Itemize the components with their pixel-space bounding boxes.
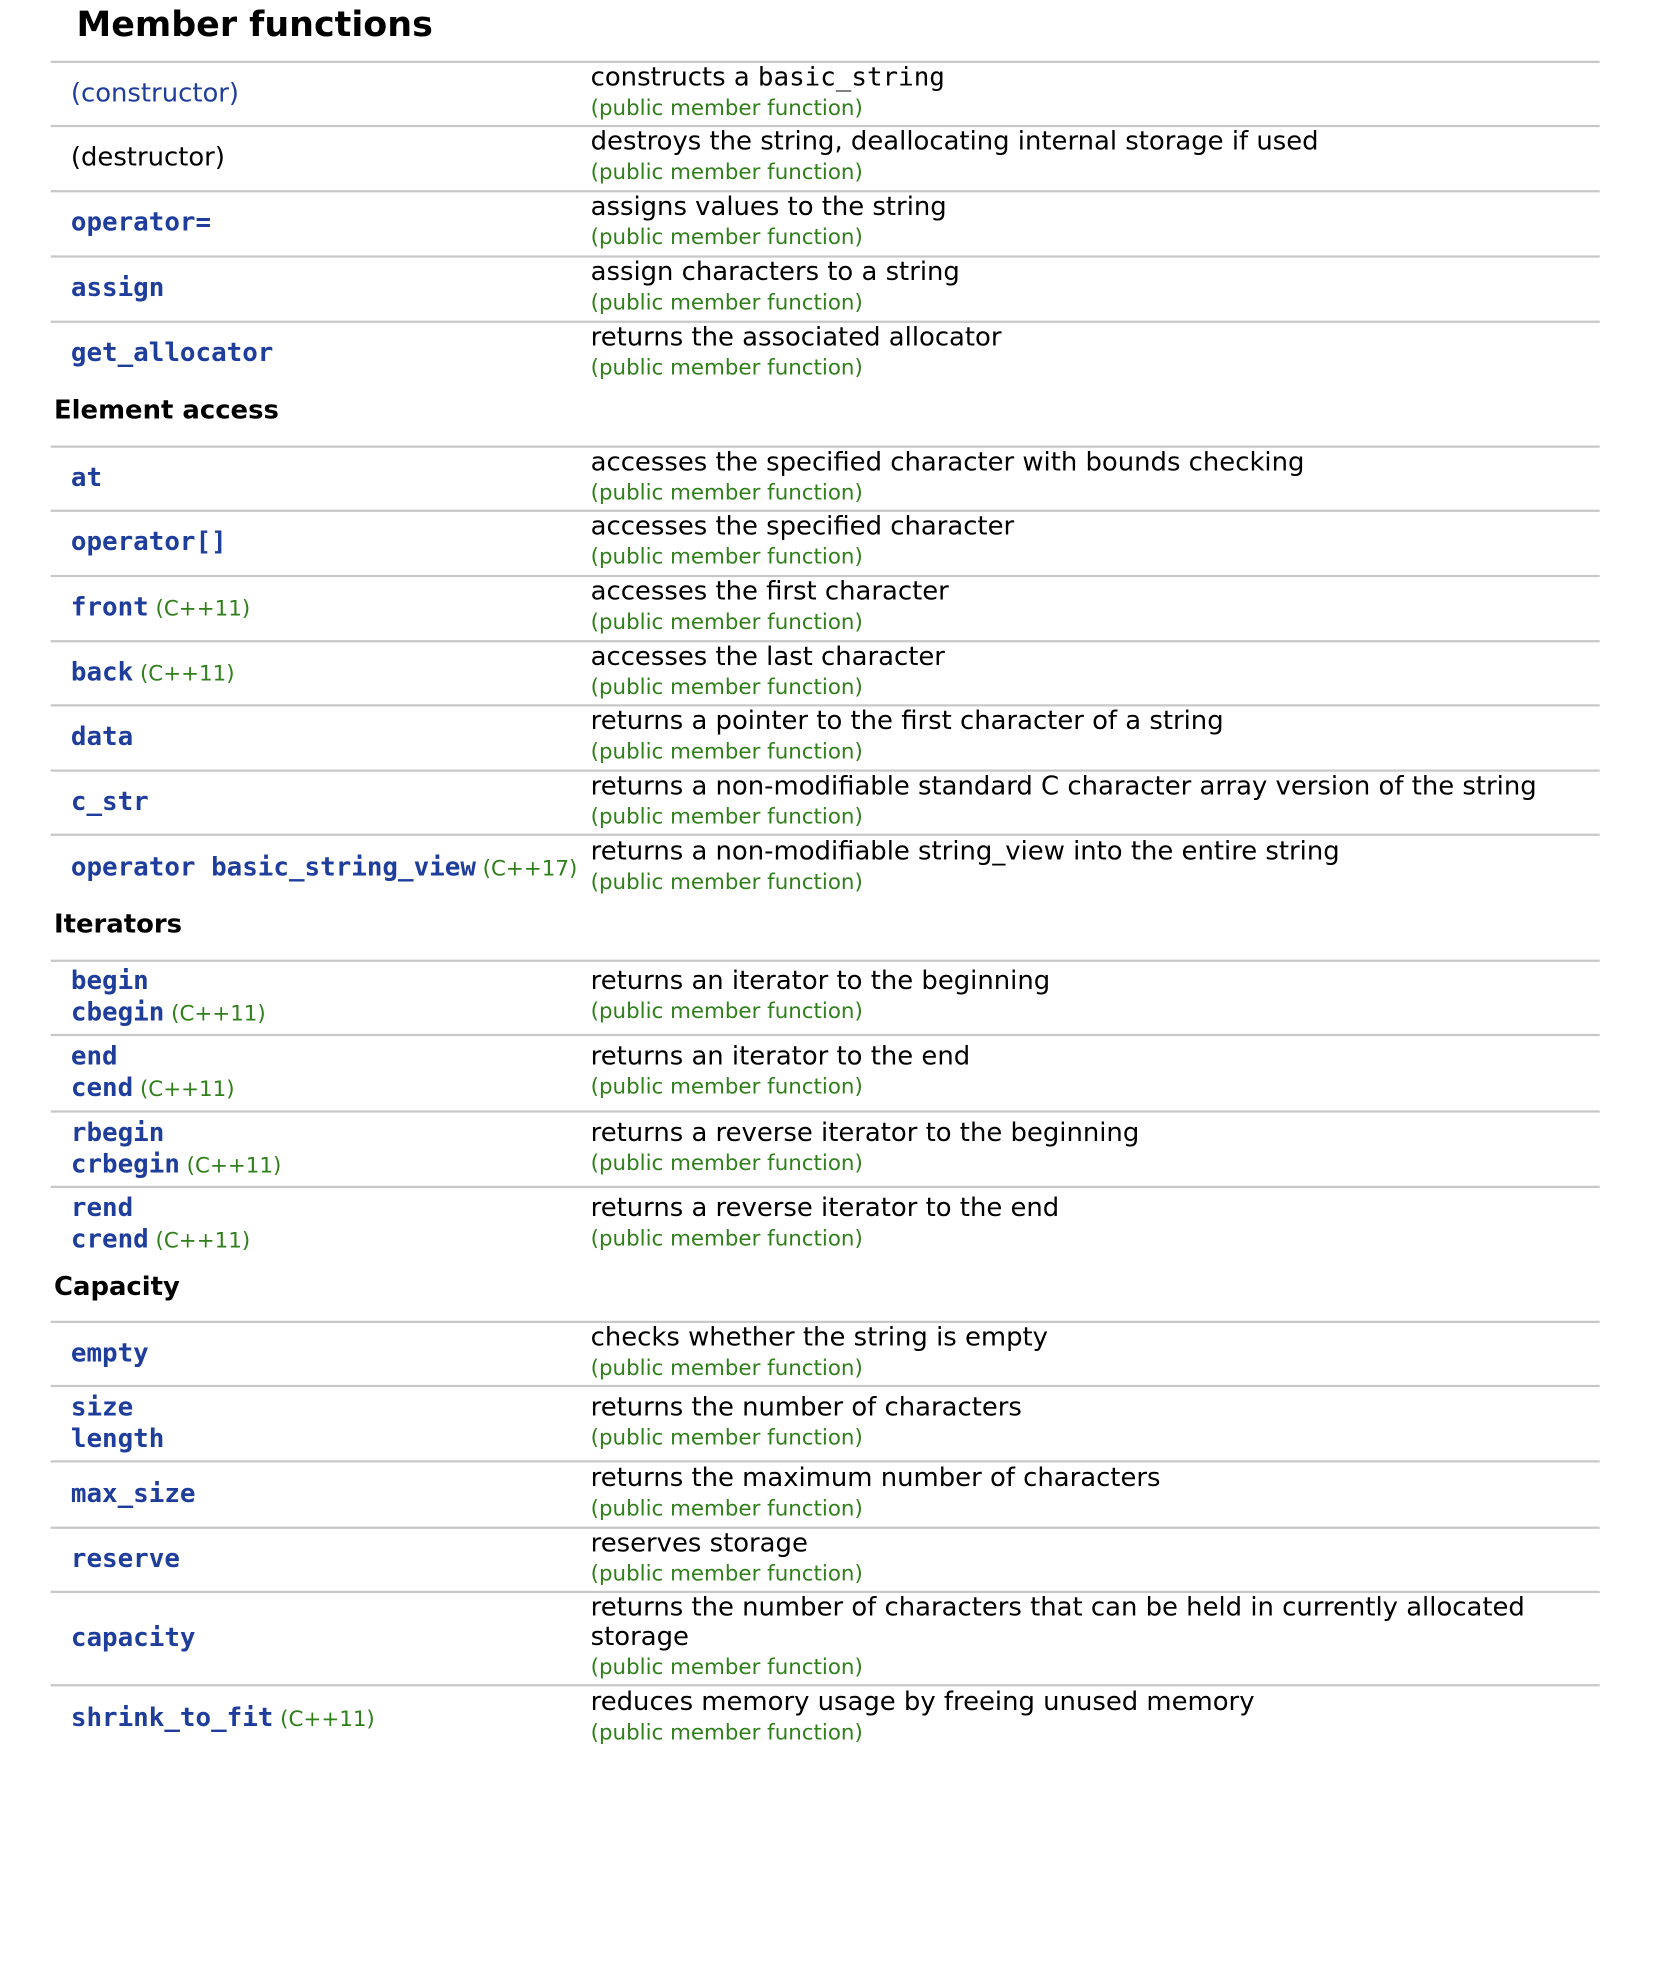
function-description xyxy=(591,770,1555,834)
member-kind-label: (public member function) xyxy=(590,1355,863,1380)
description-text: returns a pointer to the first character of a string xyxy=(590,706,1224,736)
function-names xyxy=(71,1321,149,1385)
function-link-get_allocator[interactable]: get_allocator xyxy=(70,338,274,368)
description-text: checks whether the string is empty xyxy=(590,1322,1048,1352)
description-text: returns the number of characters that can be held in currently allocated storage xyxy=(590,1592,1525,1651)
row-iterators-2 xyxy=(51,1110,1600,1185)
member-kind-label: (public member function) xyxy=(590,1424,863,1450)
row-element-access-2 xyxy=(51,575,1600,640)
function-name-line xyxy=(71,1224,250,1256)
function-description xyxy=(591,1110,1555,1185)
function-link-capacity[interactable]: capacity xyxy=(70,1622,196,1653)
description-text: returns a non-modifiable standard C character array version of the string xyxy=(590,771,1537,801)
function-name-line xyxy=(71,1148,281,1180)
function-name-line xyxy=(71,592,250,624)
function-names xyxy=(71,1034,235,1111)
function-link-operatorbasic_string_view[interactable]: operator basic_string_view xyxy=(70,852,476,882)
function-name-line xyxy=(71,1423,164,1455)
page-title: Member functions xyxy=(76,4,433,45)
member-kind-label: (public member function) xyxy=(590,674,863,700)
function-link-operator[interactable]: operator= xyxy=(70,208,212,238)
row-element-access-4 xyxy=(51,704,1600,769)
row-capacity-3 xyxy=(51,1527,1600,1591)
function-names xyxy=(71,125,225,190)
member-kind-label: (public member function) xyxy=(590,479,863,505)
function-name-line xyxy=(71,1193,250,1225)
version-badge: (C++11) xyxy=(139,1076,235,1102)
function-description xyxy=(591,960,1555,1034)
member-kind-label: (public member function) xyxy=(590,1495,863,1521)
description-text: reserves storage xyxy=(590,1528,808,1558)
function-name-line xyxy=(71,1478,196,1510)
version-badge: (C++11) xyxy=(155,1228,251,1254)
function-names xyxy=(71,834,577,900)
function-link-back[interactable]: back xyxy=(70,657,134,687)
member-kind-label: (public member function) xyxy=(590,999,863,1024)
function-name-line xyxy=(71,721,133,753)
function-names xyxy=(71,704,133,769)
function-name-line xyxy=(71,527,227,559)
function-description xyxy=(591,255,1555,320)
function-description xyxy=(591,190,1555,255)
function-names xyxy=(71,1684,375,1750)
function-description xyxy=(591,1385,1555,1460)
function-name-line xyxy=(71,965,266,997)
member-kind-label: (public member function) xyxy=(590,739,863,764)
function-names xyxy=(71,770,149,834)
function-description xyxy=(591,1186,1555,1263)
function-names xyxy=(71,321,274,386)
description-text: returns an iterator to the end xyxy=(590,1041,971,1071)
function-description xyxy=(591,704,1555,769)
function-link-front[interactable]: front xyxy=(70,592,149,623)
function-names xyxy=(71,640,235,704)
version-badge: (C++11) xyxy=(280,1706,375,1731)
member-kind-label: (public member function) xyxy=(590,1654,863,1680)
row-element-access-3 xyxy=(51,640,1600,704)
function-link-rbegin[interactable]: rbegin xyxy=(70,1117,165,1147)
function-link-begin[interactable]: begin xyxy=(70,966,149,996)
function-names xyxy=(71,1591,196,1684)
function-name-line xyxy=(71,142,225,174)
function-link-c_str[interactable]: c_str xyxy=(70,786,149,817)
function-names xyxy=(71,575,250,640)
function-description xyxy=(591,1684,1555,1750)
function-name-line xyxy=(71,338,274,370)
version-badge: (C++11) xyxy=(155,596,251,621)
function-link-at[interactable]: at xyxy=(70,462,103,493)
description-text: reduces memory usage by freeing unused memory xyxy=(590,1686,1255,1717)
function-description xyxy=(591,1527,1555,1591)
function-description xyxy=(591,61,1555,125)
function-name-line xyxy=(71,272,164,304)
function-link-reserve[interactable]: reserve xyxy=(70,1544,180,1574)
member-kind-label: (public member function) xyxy=(590,1719,863,1745)
row-general-1 xyxy=(51,125,1600,190)
function-name-line xyxy=(71,1622,196,1654)
version-badge: (C++17) xyxy=(482,855,578,881)
function-description xyxy=(591,1034,1555,1111)
row-capacity-4 xyxy=(51,1591,1600,1684)
function-link-end[interactable]: end xyxy=(70,1041,118,1071)
description-text: returns an iterator to the beginning xyxy=(590,966,1051,996)
description-text: accesses the first character xyxy=(590,577,949,607)
member-kind-label: (public member function) xyxy=(590,225,863,250)
function-name-line xyxy=(71,1072,235,1104)
function-names xyxy=(71,1385,164,1460)
function-description xyxy=(591,1460,1555,1526)
member-kind-label: (public member function) xyxy=(590,355,863,381)
member-kind-label: (public member function) xyxy=(590,1226,863,1251)
function-name-line xyxy=(71,462,102,494)
row-element-access-1 xyxy=(51,510,1600,575)
function-name-line xyxy=(71,656,235,688)
version-badge: (C++11) xyxy=(186,1152,282,1178)
function-link-rend[interactable]: rend xyxy=(70,1193,134,1223)
function-names xyxy=(71,1460,196,1526)
row-capacity-2 xyxy=(51,1460,1600,1526)
capacity-heading: Capacity xyxy=(54,1272,180,1302)
row-element-access-0 xyxy=(51,446,1600,510)
function-link-shrink_to_fit[interactable]: shrink_to_fit xyxy=(70,1702,274,1732)
description-text: returns a reverse iterator to the end xyxy=(590,1193,1060,1223)
member-kind-label: (public member function) xyxy=(590,869,863,894)
function-link-crbegin[interactable]: crbegin xyxy=(70,1149,180,1179)
row-capacity-1 xyxy=(51,1385,1600,1460)
function-link-constructor[interactable]: (constructor) xyxy=(70,78,240,108)
function-names xyxy=(71,446,102,510)
version-badge: (C++11) xyxy=(139,660,235,686)
function-link-cend[interactable]: cend xyxy=(70,1073,134,1103)
member-kind-label: (public member function) xyxy=(590,159,863,185)
function-link-data[interactable]: data xyxy=(70,722,134,752)
function-description xyxy=(591,125,1555,190)
description-text: accesses the specified character with bounds checking xyxy=(590,447,1305,477)
description-text: constructs a basic_string xyxy=(590,62,945,92)
iterators-heading: Iterators xyxy=(54,910,183,940)
row-general-4 xyxy=(51,321,1600,386)
function-name-line xyxy=(71,1337,149,1369)
member-kind-label: (public member function) xyxy=(590,290,863,315)
function-name-line xyxy=(71,207,211,239)
function-description xyxy=(591,575,1555,640)
function-link-cbegin[interactable]: cbegin xyxy=(70,997,165,1028)
row-iterators-1 xyxy=(51,1034,1600,1111)
function-names xyxy=(71,255,164,320)
function-link-crend[interactable]: crend xyxy=(70,1225,149,1255)
function-description xyxy=(591,834,1555,900)
function-name-line xyxy=(71,1041,235,1073)
function-names xyxy=(71,190,211,255)
description-text: assign characters to a string xyxy=(590,257,960,287)
function-link-empty[interactable]: empty xyxy=(70,1338,149,1368)
function-names xyxy=(71,1186,250,1263)
function-description xyxy=(591,510,1555,575)
row-general-0 xyxy=(51,61,1600,125)
function-name-line xyxy=(71,1543,180,1575)
row-element-access-6 xyxy=(51,834,1600,900)
row-iterators-3 xyxy=(51,1186,1600,1263)
description-text: returns the maximum number of characters xyxy=(590,1463,1161,1493)
code-term: basic_string xyxy=(757,62,945,92)
member-kind-label: (public member function) xyxy=(590,95,863,120)
function-name-line xyxy=(71,786,149,818)
row-element-access-5 xyxy=(51,770,1600,834)
function-link-destructor: (destructor) xyxy=(70,142,225,173)
description-text: returns the number of characters xyxy=(590,1392,1022,1422)
row-general-2 xyxy=(51,190,1600,255)
function-link-length[interactable]: length xyxy=(70,1423,165,1453)
member-kind-label: (public member function) xyxy=(590,544,863,570)
function-link-size[interactable]: size xyxy=(70,1392,134,1422)
function-names xyxy=(71,61,239,125)
member-kind-label: (public member function) xyxy=(590,1074,863,1100)
function-name-line xyxy=(71,1117,281,1149)
row-general-3 xyxy=(51,255,1600,320)
description-text: returns the associated allocator xyxy=(590,322,1002,353)
description-text: assigns values to the string xyxy=(590,192,947,222)
description-text: destroys the string, deallocating internal storage if used xyxy=(590,127,1319,157)
member-kind-label: (public member function) xyxy=(590,1150,863,1176)
member-kind-label: (public member function) xyxy=(590,803,863,829)
row-iterators-0 xyxy=(51,960,1600,1034)
description-text: accesses the last character xyxy=(590,641,945,672)
element-access-heading: Element access xyxy=(54,396,279,426)
function-link-assign[interactable]: assign xyxy=(70,273,165,303)
function-names xyxy=(71,960,266,1034)
function-names xyxy=(71,1110,281,1185)
description-text: accesses the specified character xyxy=(590,511,1015,542)
function-names xyxy=(71,1527,180,1591)
row-capacity-5 xyxy=(51,1684,1600,1750)
version-badge: (C++11) xyxy=(171,1001,266,1026)
row-capacity-0 xyxy=(51,1321,1600,1385)
function-name-line xyxy=(71,77,239,109)
function-name-line xyxy=(71,851,577,883)
function-name-line xyxy=(71,1391,164,1423)
function-names xyxy=(71,510,227,575)
description-text: returns a non-modifiable string_view into the entire string xyxy=(590,836,1340,866)
function-name-line xyxy=(71,1702,375,1734)
function-description xyxy=(591,321,1555,386)
function-description xyxy=(591,640,1555,704)
member-kind-label: (public member function) xyxy=(590,1560,863,1586)
function-link-max_size[interactable]: max_size xyxy=(70,1478,196,1509)
function-name-line xyxy=(71,997,266,1029)
member-kind-label: (public member function) xyxy=(590,609,863,635)
function-link-operator[interactable]: operator[] xyxy=(70,527,227,557)
function-description xyxy=(591,1321,1555,1385)
description-text: returns a reverse iterator to the beginning xyxy=(590,1117,1140,1147)
function-description xyxy=(591,1591,1555,1684)
function-description xyxy=(591,446,1555,510)
